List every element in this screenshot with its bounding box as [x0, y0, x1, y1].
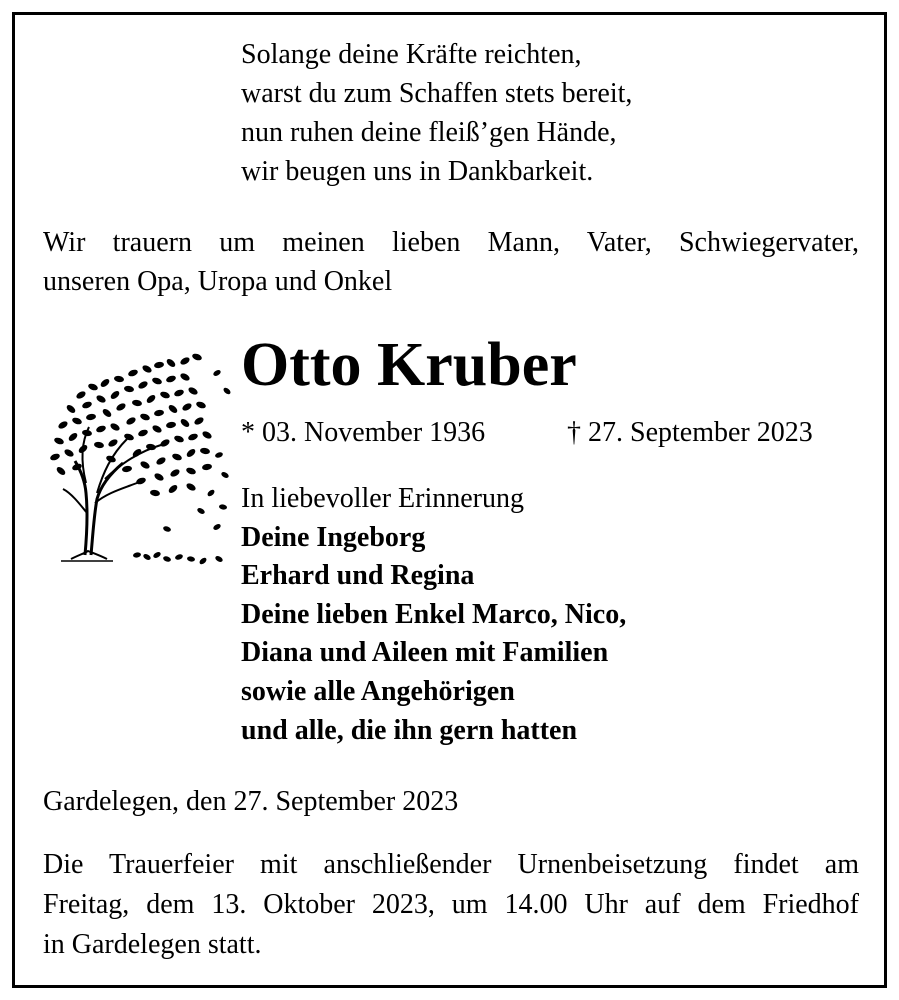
- mourning-intro-line-2: unseren Opa, Uropa und Onkel: [43, 266, 393, 297]
- place-and-date: Gardelegen, den 27. September 2023: [43, 786, 459, 817]
- death-date: † 27. September 2023: [567, 417, 813, 448]
- poem-line-1: Solange deine Kräfte reichten,: [241, 39, 582, 70]
- mourner-line: Deine Ingeborg: [241, 521, 426, 553]
- funeral-notice-line-3: in Gardelegen statt.: [43, 929, 262, 960]
- remembrance-line: In liebevoller Erinnerung: [241, 483, 525, 514]
- mourner-line: Diana und Aileen mit Familien: [241, 637, 609, 669]
- mourner-line: Erhard und Regina: [241, 560, 475, 592]
- funeral-notice-line-1: Die Trauerfeier mit anschließender Urnenbeisetzung findet am: [43, 849, 859, 880]
- poem-line-3: nun ruhen deine fleiß’gen Hände,: [241, 117, 617, 148]
- mourning-intro-line-1: Wir trauern um meinen lieben Mann, Vater, Schwiegervater,: [43, 227, 859, 258]
- mourner-line: Deine lieben Enkel Marco, Nico,: [241, 598, 627, 630]
- mourner-line: und alle, die ihn gern hatten: [241, 714, 578, 746]
- poem-line-4: wir beugen uns in Dankbarkeit.: [241, 156, 594, 187]
- deceased-name: Otto Kruber: [241, 331, 577, 399]
- birth-date: * 03. November 1936: [241, 417, 486, 448]
- poem: [241, 35, 632, 191]
- obituary-frame: [12, 12, 887, 988]
- poem-line-2: warst du zum Schaffen stets bereit,: [241, 78, 633, 109]
- mourners-list: [241, 480, 626, 750]
- funeral-notice: [43, 845, 859, 965]
- mourning-intro: [43, 223, 859, 301]
- mourner-line: sowie alle Angehörigen: [241, 675, 515, 707]
- funeral-notice-line-2: Freitag, dem 13. Oktober 2023, um 14.00 Uhr auf dem Friedhof: [43, 889, 859, 920]
- tree-with-falling-leaves-icon: [41, 343, 231, 575]
